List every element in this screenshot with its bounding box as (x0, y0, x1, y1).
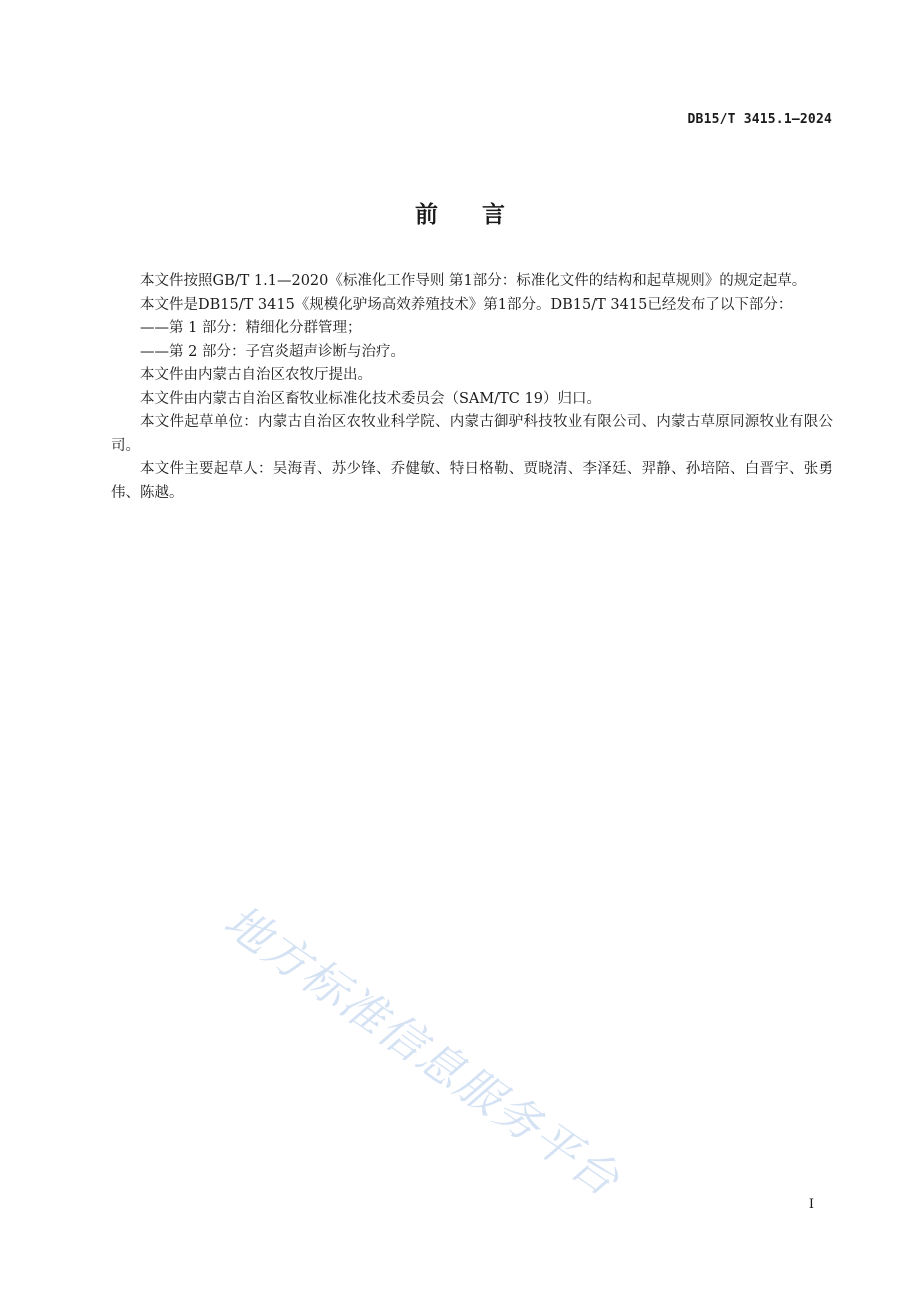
title-char-2: 言 (482, 202, 505, 228)
foreword-body (111, 270, 833, 505)
paragraph-part-1: ——第 1 部分：精细化分群管理； (140, 320, 362, 336)
paragraph-drafters: 本文件主要起草人：吴海青、苏少锋、乔健敏、特日格勒、贾晓清、李泽廷、羿静、孙培陪、白晋宇、张勇伟、陈越。 (111, 461, 833, 501)
paragraph-part-2: ——第 2 部分：子宫炎超声诊断与治疗。 (140, 343, 405, 360)
watermark: 地方标准信息服务平台 (214, 894, 630, 1208)
page-title (0, 196, 920, 229)
document-code: DB15/T 3415.1—2024 (687, 112, 832, 127)
paragraph-part-statement: 本文件是DB15/T 3415《规模化驴场高效养殖技术》第1部分。DB15/T 3415已经发布了以下部分： (140, 296, 793, 313)
paragraph-drafting-basis: 本文件按照GB/T 1.1—2020《标准化工作导则 第1部分：标准化文件的结构和起草规则》的规定起草。 (140, 273, 807, 289)
paragraph-committee: 本文件由内蒙古自治区畜牧业标准化技术委员会（SAM/TC 19）归口。 (140, 390, 601, 407)
page-number: I (808, 1197, 814, 1212)
title-char-1: 前 (415, 202, 438, 228)
paragraph-drafting-units: 本文件起草单位：内蒙古自治区农牧业科学院、内蒙古御驴科技牧业有限公司、内蒙古草原同源牧业有限公司。 (111, 414, 833, 454)
paragraph-proposer: 本文件由内蒙古自治区农牧厅提出。 (140, 367, 372, 383)
